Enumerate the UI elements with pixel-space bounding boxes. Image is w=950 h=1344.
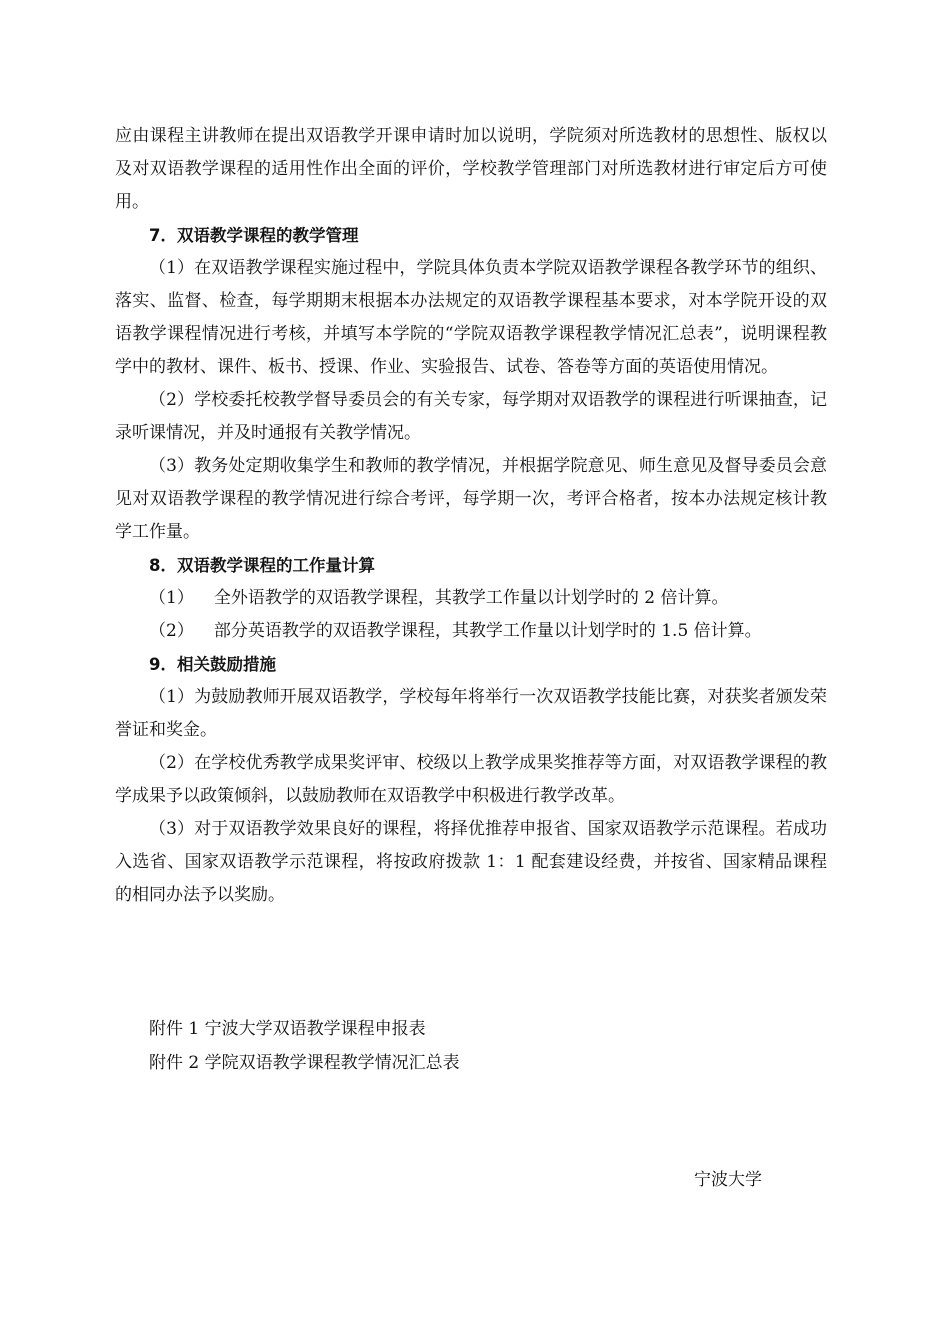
section-8-item-2 bbox=[115, 615, 827, 648]
document-body bbox=[115, 120, 827, 912]
section-9-paragraph-3: （3）对于双语教学效果良好的课程，将择优推荐申报省、国家双语教学示范课程。若成功入选省、国家双语教学示范课程，将按政府拨款 1：1 配套建设经费，并按省、国家精品课程的相同办法予以奖励。 bbox=[115, 819, 827, 905]
section-8-item-1-text: 全外语教学的双语教学课程，其教学工作量以计划学时的 2 倍计算。 bbox=[213, 588, 729, 608]
continuation-paragraph: 应由课程主讲教师在提出双语教学开课申请时加以说明，学院须对所选教材的思想性、版权以及对双语教学课程的适用性作出全面的评价，学校教学管理部门对所选教材进行审定后方可使用。 bbox=[115, 126, 827, 212]
attachment-1: 附件 1 宁波大学双语教学课程申报表 bbox=[149, 1019, 426, 1039]
section-8-item-2-number: （2） bbox=[149, 621, 194, 641]
attachment-2: 附件 2 学院双语教学课程教学情况汇总表 bbox=[149, 1053, 460, 1073]
section-8-heading: 8．双语教学课程的工作量计算 bbox=[149, 556, 375, 575]
section-7-paragraph-2: （2）学校委托校教学督导委员会的有关专家，每学期对双语教学的课程进行听课抽查，记录听课情况，并及时通报有关教学情况。 bbox=[115, 390, 827, 443]
section-9-paragraph-2: （2）在学校优秀教学成果奖评审、校级以上教学成果奖推荐等方面，对双语教学课程的教学成果予以政策倾斜，以鼓励教师在双语教学中积极进行教学改革。 bbox=[115, 753, 827, 806]
section-8-item-1-number: （1） bbox=[149, 588, 194, 608]
section-8-item-2-text: 部分英语教学的双语教学课程，其教学工作量以计划学时的 1.5 倍计算。 bbox=[213, 621, 762, 641]
signature-organization: 宁波大学 bbox=[694, 1170, 762, 1190]
section-7-heading: 7．双语教学课程的教学管理 bbox=[149, 226, 359, 245]
section-9-paragraph-1: （1）为鼓励教师开展双语教学，学校每年将举行一次双语教学技能比赛，对获奖者颁发荣誉证和奖金。 bbox=[115, 687, 827, 740]
attachments-list bbox=[149, 1012, 460, 1080]
section-7-paragraph-1: （1）在双语教学课程实施过程中，学院具体负责本学院双语教学课程各教学环节的组织、落实、监督、检查，每学期期末根据本办法规定的双语教学课程基本要求，对本学院开设的双语教学课程情况进行考核，并填写本学院的“学院双语教学课程教学情况汇总表”，说明课程教学中的教材、课件、板书、授课、作业、实验报告、试卷、答卷等方面的英语使用情况。 bbox=[115, 258, 827, 377]
section-9-heading: 9．相关鼓励措施 bbox=[149, 655, 276, 674]
section-8-item-1 bbox=[115, 582, 827, 615]
section-7-paragraph-3: （3）教务处定期收集学生和教师的教学情况，并根据学院意见、师生意见及督导委员会意见对双语教学课程的教学情况进行综合考评，每学期一次，考评合格者，按本办法规定核计教学工作量。 bbox=[115, 456, 827, 542]
